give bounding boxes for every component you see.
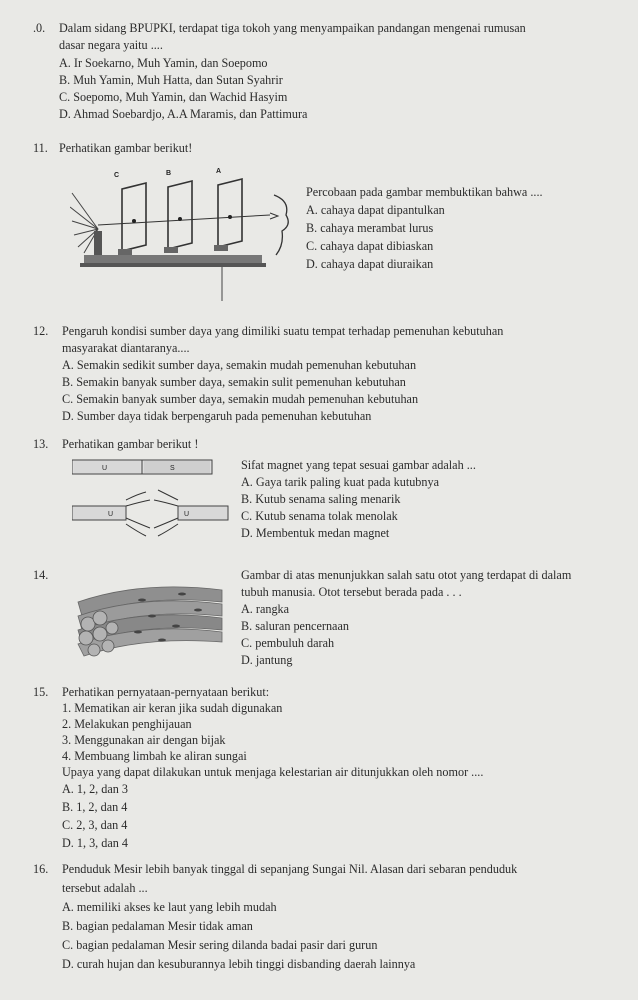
q12-option-d[interactable]: D. Sumber daya tidak berpengaruh pada pemenuhan kebutuhan [62, 409, 372, 423]
q16-option-a[interactable]: A. memiliki akses ke laut yang lebih mudah [62, 900, 277, 914]
q12-option-b[interactable]: B. Semakin banyak sumber daya, semakin sulit pemenuhan kebutuhan [62, 375, 406, 389]
q13-prompt: Sifat magnet yang tepat sesuai gambar adalah ... [241, 458, 476, 472]
q13-top-magnet-s: S [170, 465, 175, 472]
q12-option-c[interactable]: C. Semakin banyak sumber daya, semakin mudah pemenuhan kebutuhan [62, 392, 419, 406]
q14-muscle-figure [72, 576, 232, 662]
q16-option-d[interactable]: D. curah hujan dan kesuburannya lebih tinggi disbanding daerah lainnya [62, 957, 416, 971]
q11-prompt: Percobaan pada gambar membuktikan bahwa .... [306, 185, 543, 199]
q16-stem-line-1: Penduduk Mesir lebih banyak tinggal di sepanjang Sungai Nil. Alasan dari sebaran penduduk [62, 862, 518, 876]
q10-stem-line-2: dasar negara yaitu .... [59, 38, 163, 52]
q14-option-b[interactable]: B. saluran pencernaan [241, 619, 349, 633]
q14-option-d[interactable]: D. jantung [241, 653, 293, 667]
q13-stem: Perhatikan gambar berikut ! [62, 437, 199, 451]
q15-option-b[interactable]: B. 1, 2, dan 4 [62, 800, 128, 814]
q14-option-a[interactable]: A. rangka [241, 602, 290, 616]
q11-number: 11. [33, 141, 48, 155]
q11-option-d[interactable]: D. cahaya dapat diuraikan [306, 257, 434, 271]
q12-option-a[interactable]: A. Semakin sedikit sumber daya, semakin mudah pemenuhan kebutuhan [62, 358, 417, 372]
q10-option-a[interactable]: A. Ir Soekarno, Muh Yamin, dan Soepomo [59, 56, 268, 70]
q13-left-magnet-u: U [108, 511, 114, 518]
q16-stem-line-2: tersebut adalah ... [62, 881, 148, 895]
q15-option-d[interactable]: D. 1, 3, dan 4 [62, 836, 129, 850]
q11-label-b: B [166, 170, 172, 177]
q14-stem-line-2: tubuh manusia. Otot tersebut berada pada . . . [241, 585, 462, 599]
q13-option-c[interactable]: C. Kutub senama tolak menolak [241, 509, 398, 523]
q11-option-b[interactable]: B. cahaya merambat lurus [306, 221, 434, 235]
q10-number: .0. [33, 21, 46, 35]
q11-light-experiment-figure [70, 163, 306, 305]
q15-statement-3: 3. Menggunakan air dengan bijak [62, 733, 226, 747]
q10-stem-line-1: Dalam sidang BPUPKI, terdapat tiga tokoh yang menyampaikan pandangan mengenai rumusan [59, 21, 526, 35]
q15-option-a[interactable]: A. 1, 2, dan 3 [62, 782, 129, 796]
q15-statement-1: 1. Mematikan air keran jika sudah digunakan [62, 701, 283, 715]
q10-option-d[interactable]: D. Ahmad Soebardjo, A.A Maramis, dan Pattimura [59, 107, 308, 121]
q13-option-b[interactable]: B. Kutub senama saling menarik [241, 492, 401, 506]
q12-stem-line-2: masyarakat diantaranya.... [62, 341, 190, 355]
q16-option-c[interactable]: C. bagian pedalaman Mesir sering dilanda badai pasir dari gurun [62, 938, 378, 952]
q11-label-c: C [114, 172, 120, 179]
q16-number: 16. [33, 862, 49, 876]
q11-label-a: A [216, 168, 222, 175]
q15-number: 15. [33, 685, 49, 699]
q10-option-b[interactable]: B. Muh Yamin, Muh Hatta, dan Sutan Syahrir [59, 73, 283, 87]
q15-statement-4: 4. Membuang limbah ke aliran sungai [62, 749, 247, 763]
q14-stem-line-1: Gambar di atas menunjukkan salah satu otot yang terdapat di dalam [241, 568, 572, 582]
q14-number: 14. [33, 568, 49, 582]
q15-prompt: Upaya yang dapat dilakukan untuk menjaga kelestarian air ditunjukkan oleh nomor .... [62, 765, 484, 779]
q13-option-d[interactable]: D. Membentuk medan magnet [241, 526, 390, 540]
q16-option-b[interactable]: B. bagian pedalaman Mesir tidak aman [62, 919, 253, 933]
q13-top-magnet-u: U [102, 465, 108, 472]
q11-option-a[interactable]: A. cahaya dapat dipantulkan [306, 203, 445, 217]
q12-number: 12. [33, 324, 49, 338]
q15-stem: Perhatikan pernyataan-pernyataan berikut: [62, 685, 270, 699]
q11-stem: Perhatikan gambar berikut! [59, 141, 193, 155]
q13-magnet-figure [72, 456, 232, 548]
q11-option-c[interactable]: C. cahaya dapat dibiaskan [306, 239, 434, 253]
q10-option-c[interactable]: C. Soepomo, Muh Yamin, dan Wachid Hasyim [59, 90, 288, 104]
q15-option-c[interactable]: C. 2, 3, dan 4 [62, 818, 128, 832]
q13-number: 13. [33, 437, 49, 451]
q13-option-a[interactable]: A. Gaya tarik paling kuat pada kutubnya [241, 475, 439, 489]
q14-option-c[interactable]: C. pembuluh darah [241, 636, 335, 650]
q12-stem-line-1: Pengaruh kondisi sumber daya yang dimiliki suatu tempat terhadap pemenuhan kebutuhan [62, 324, 504, 338]
q13-right-magnet-u: U [184, 511, 190, 518]
q15-statement-2: 2. Melakukan penghijauan [62, 717, 192, 731]
